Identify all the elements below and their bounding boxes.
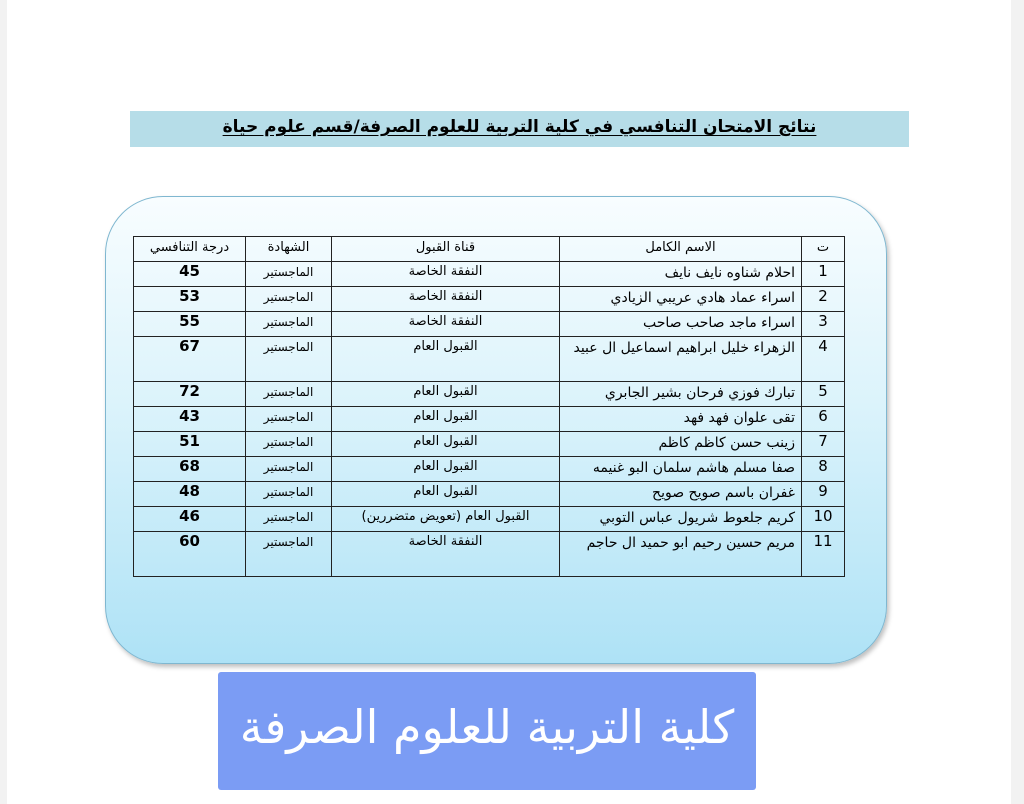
row-num: 11: [802, 532, 845, 577]
row-channel: النفقة الخاصة: [332, 312, 560, 337]
row-name: اسراء عماد هادي عريبي الزيادي: [560, 287, 802, 312]
table-row: [134, 382, 845, 407]
table-row: [134, 287, 845, 312]
table-header-row: [134, 237, 845, 262]
table-row: [134, 532, 845, 577]
row-name: الزهراء خليل ابراهيم اسماعيل ال عبيد: [560, 337, 802, 382]
row-num: 8: [802, 457, 845, 482]
row-certificate: الماجستير: [246, 482, 332, 507]
row-channel: النفقة الخاصة: [332, 532, 560, 577]
row-channel: القبول العام: [332, 457, 560, 482]
header-num: ت: [802, 237, 845, 262]
table-row: [134, 507, 845, 532]
row-num: 4: [802, 337, 845, 382]
row-certificate: الماجستير: [246, 432, 332, 457]
row-name: تقى علوان فهد فهد: [560, 407, 802, 432]
row-name: غفران باسم صويح صويح: [560, 482, 802, 507]
row-num: 7: [802, 432, 845, 457]
row-channel: القبول العام: [332, 407, 560, 432]
row-certificate: الماجستير: [246, 507, 332, 532]
table-row: [134, 407, 845, 432]
row-name: اسراء ماجد صاحب صاحب: [560, 312, 802, 337]
row-score: 53: [134, 287, 246, 312]
row-channel: القبول العام: [332, 382, 560, 407]
row-certificate: الماجستير: [246, 262, 332, 287]
row-channel: القبول العام: [332, 482, 560, 507]
row-name: صفا مسلم هاشم سلمان البو غنيمه: [560, 457, 802, 482]
row-score: 67: [134, 337, 246, 382]
header-certificate: الشهادة: [246, 237, 332, 262]
row-channel: القبول العام: [332, 337, 560, 382]
row-num: 3: [802, 312, 845, 337]
row-certificate: الماجستير: [246, 532, 332, 577]
row-score: 60: [134, 532, 246, 577]
results-table: [133, 236, 845, 577]
row-name: مريم حسين رحيم ابو حميد ال حاجم: [560, 532, 802, 577]
row-score: 51: [134, 432, 246, 457]
row-num: 1: [802, 262, 845, 287]
row-name: كريم جلعوط شريول عباس التوبي: [560, 507, 802, 532]
row-num: 9: [802, 482, 845, 507]
table-row: [134, 482, 845, 507]
row-num: 6: [802, 407, 845, 432]
table-row: [134, 312, 845, 337]
row-certificate: الماجستير: [246, 312, 332, 337]
table-row: [134, 432, 845, 457]
page-title-bar: [130, 111, 909, 147]
row-certificate: الماجستير: [246, 287, 332, 312]
row-score: 46: [134, 507, 246, 532]
row-channel: النفقة الخاصة: [332, 262, 560, 287]
page-title: نتائج الامتحان التنافسي في كلية التربية للعلوم الصرفة/قسم علوم حياة: [222, 117, 817, 137]
table-row: [134, 457, 845, 482]
row-certificate: الماجستير: [246, 457, 332, 482]
row-score: 72: [134, 382, 246, 407]
row-num: 2: [802, 287, 845, 312]
row-score: 45: [134, 262, 246, 287]
header-score: درجة التنافسي: [134, 237, 246, 262]
row-score: 43: [134, 407, 246, 432]
row-num: 5: [802, 382, 845, 407]
row-score: 48: [134, 482, 246, 507]
row-name: تبارك فوزي فرحان بشير الجابري: [560, 382, 802, 407]
header-channel: قناة القبول: [332, 237, 560, 262]
row-channel: النفقة الخاصة: [332, 287, 560, 312]
row-certificate: الماجستير: [246, 382, 332, 407]
table-row: [134, 337, 845, 382]
row-name: زينب حسن كاظم كاظم: [560, 432, 802, 457]
row-score: 55: [134, 312, 246, 337]
row-name: احلام شناوه نايف نايف: [560, 262, 802, 287]
row-certificate: الماجستير: [246, 337, 332, 382]
table-row: [134, 262, 845, 287]
row-certificate: الماجستير: [246, 407, 332, 432]
row-channel: القبول العام: [332, 432, 560, 457]
row-num: 10: [802, 507, 845, 532]
header-name: الاسم الكامل: [560, 237, 802, 262]
row-channel: القبول العام (تعويض متضررين): [332, 507, 560, 532]
college-banner: كلية التربية للعلوم الصرفة: [218, 672, 756, 790]
row-score: 68: [134, 457, 246, 482]
